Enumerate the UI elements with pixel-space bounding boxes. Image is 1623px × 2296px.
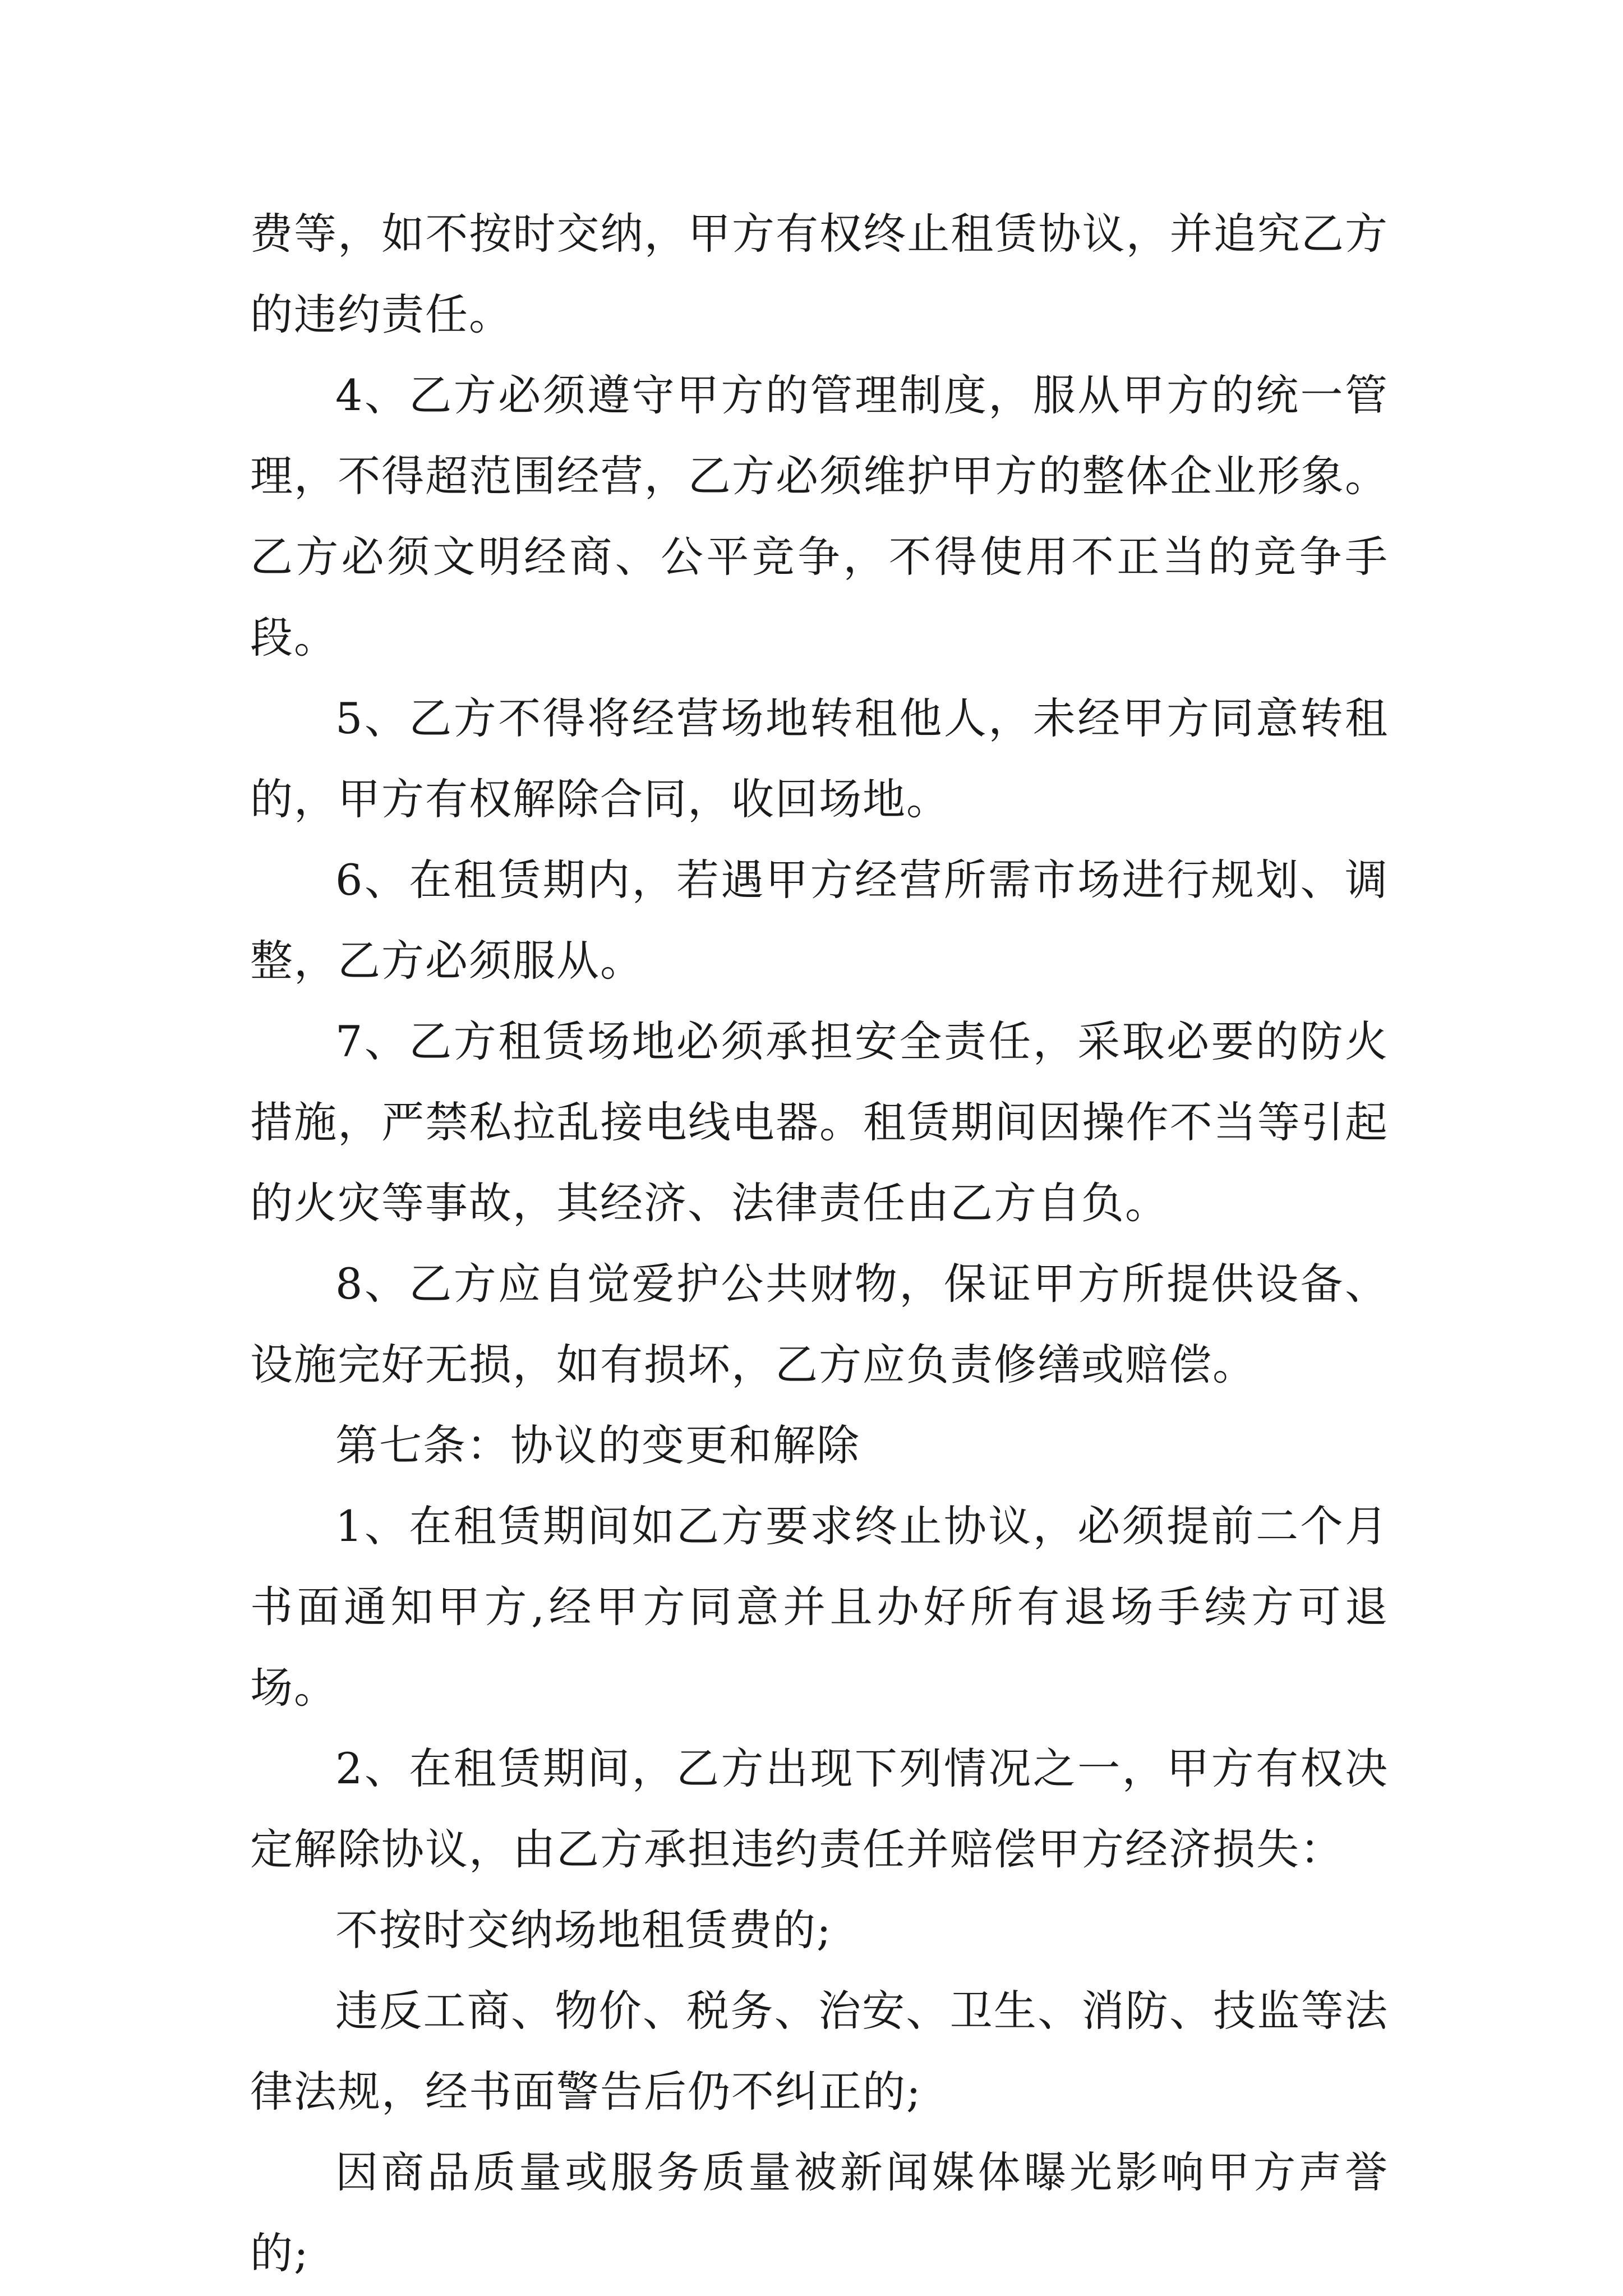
paragraph-case-unpaid: 不按时交纳场地租赁费的; <box>335 1905 832 1955</box>
paragraph-item-7: 7、乙方租赁场地必须承担安全责任，采取必要的防火措施，严禁私拉乱接电线电器。租赁期间因操作不当等引起的火灾等事故，其经济、法律责任由乙方自负。 <box>250 1016 1389 1228</box>
paragraph-case-violation: 违反工商、物价、税务、治安、卫生、消防、技监等法律法规，经书面警告后仍不纠正的; <box>250 1986 1389 2116</box>
paragraph-article-7-item-2: 2、在租赁期间，乙方出现下列情况之一，甲方有权决定解除协议，由乙方承担违约责任并赔偿甲方经济损失： <box>250 1743 1389 1874</box>
paragraph-item-4: 4、乙方必须遵守甲方的管理制度，服从甲方的统一管理，不得超范围经营，乙方必须维护甲方的整体企业形象。乙方必须文明经商、公平竞争，不得使用不正当的竞争手段。 <box>250 370 1389 662</box>
paragraph-case-reputation: 因商品质量或服务质量被新闻媒体曝光影响甲方声誉的; <box>250 2147 1389 2278</box>
paragraph-item-6: 6、在租赁期内，若遇甲方经营所需市场进行规划、调整，乙方必须服从。 <box>250 855 1389 986</box>
document-body <box>250 194 1389 2294</box>
paragraph-item-8: 8、乙方应自觉爱护公共财物，保证甲方所提供设备、设施完好无损，如有损坏，乙方应负责修缮或赔偿。 <box>250 1259 1389 1389</box>
paragraph-item-5: 5、乙方不得将经营场地转租他人，未经甲方同意转租的，甲方有权解除合同，收回场地。 <box>250 693 1389 824</box>
paragraph-article-7-item-1: 1、在租赁期间如乙方要求终止协议，必须提前二个月书面通知甲方,经甲方同意并且办好所有退场手续方可退场。 <box>250 1501 1389 1713</box>
article-7-heading: 第七条：协议的变更和解除 <box>335 1420 860 1470</box>
paragraph-continued-fees: 费等，如不按时交纳，甲方有权终止租赁协议，并追究乙方的违约责任。 <box>250 209 1389 339</box>
